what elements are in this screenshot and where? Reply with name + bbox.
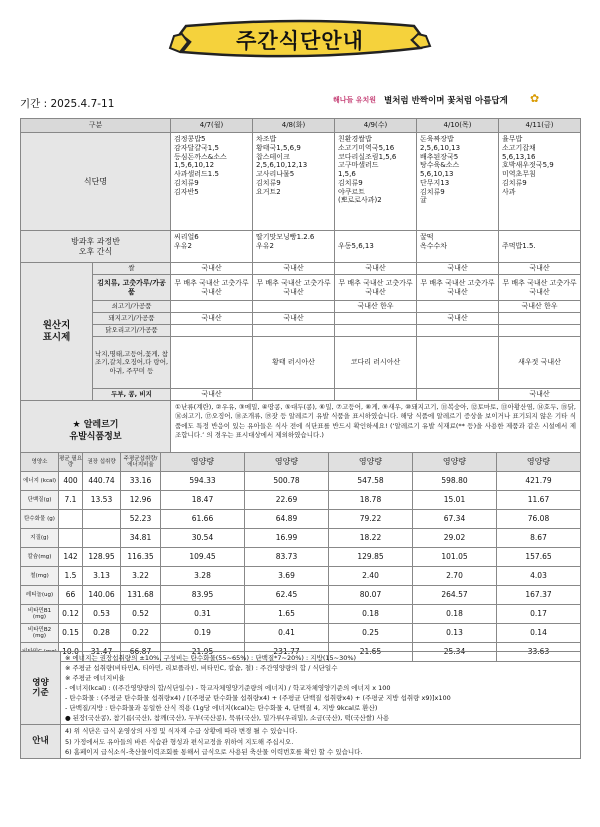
nutrient-day-value: 79.22 xyxy=(329,510,413,529)
origin-cell xyxy=(253,325,335,337)
origin-label: 두부, 콩, 비지 xyxy=(93,389,171,401)
nutrient-target: 0.22 xyxy=(121,624,161,643)
nutrient-day-value: 16.99 xyxy=(245,529,329,548)
nutrient-rec xyxy=(83,529,121,548)
nutrient-day-value: 157.65 xyxy=(497,548,581,567)
origin-label: 닭오리고기/가공품 xyxy=(93,325,171,337)
info-notes-row xyxy=(21,725,581,758)
origin-cell: 국내산 xyxy=(171,389,253,401)
dish-item: 김치류9 xyxy=(256,178,281,187)
nutrient-day-value: 83.95 xyxy=(161,586,245,605)
day-header: 4/8(화) xyxy=(253,119,335,133)
nutrient-day-value: 25.34 xyxy=(413,643,497,662)
nutrient-day-value: 18.22 xyxy=(329,529,413,548)
info-label: 안내 xyxy=(21,725,61,758)
snack-row xyxy=(21,231,581,263)
origin-cell xyxy=(499,325,581,337)
col-avg-header: 평균 필요량 xyxy=(59,453,83,472)
nutrient-row xyxy=(21,472,581,491)
nutrient-day-value: 64.89 xyxy=(245,510,329,529)
dish-item: 찹스테이크 xyxy=(256,152,290,161)
nutrient-day-value: 0.14 xyxy=(497,624,581,643)
nutrient-target: 116.35 xyxy=(121,548,161,567)
meal-cell xyxy=(253,133,335,231)
origin-cell: 무 배추 국내산 고춧가루국내산 xyxy=(335,275,417,301)
nutrient-day-value: 83.73 xyxy=(245,548,329,567)
nutrition-notes xyxy=(61,652,581,725)
col-rec-header: 권장 섭취량 xyxy=(83,453,121,472)
dish-item: 탕수육&소스 xyxy=(420,161,460,170)
snack-item: 주먹밥1.5. xyxy=(502,242,536,251)
nutrient-avg: 0.15 xyxy=(59,624,83,643)
nutrient-day-value: 2.40 xyxy=(329,567,413,586)
nutrient-target: 52.23 xyxy=(121,510,161,529)
dish-item: 감자달걀국1,5 xyxy=(174,143,219,152)
dish-item: 등심돈까스&소스 xyxy=(174,152,227,161)
dish-item: 김치류9 xyxy=(420,187,445,196)
nutrient-day-value: 11.67 xyxy=(497,491,581,510)
nutrient-avg xyxy=(59,529,83,548)
nutrient-day-value: 109.45 xyxy=(161,548,245,567)
nutrient-day-value: 62.45 xyxy=(245,586,329,605)
origin-cell: 황태 러시아산 xyxy=(253,337,335,389)
origin-cell xyxy=(417,337,499,389)
origin-label: 돼지고기/가공품 xyxy=(93,313,171,325)
nutrient-target: 34.81 xyxy=(121,529,161,548)
nutrient-name: 에너지 (kcal) xyxy=(21,472,59,491)
nutrient-day-value: 0.17 xyxy=(497,605,581,624)
origin-cell xyxy=(417,325,499,337)
title-banner xyxy=(168,12,432,68)
nutrient-avg: 66 xyxy=(59,586,83,605)
dish-item: 5,6,10,13 xyxy=(420,170,454,178)
period-text: 기간 : 2025.4.7-11 xyxy=(20,98,115,110)
nutrient-day-value: 33.63 xyxy=(497,643,581,662)
dish-item: 5,6,13,16 xyxy=(502,152,536,161)
dish-item: 소고기미역국5,16 xyxy=(338,143,395,152)
nutrient-target: 12.96 xyxy=(121,491,161,510)
dish-item: 1,5,6,10,12 xyxy=(174,161,215,170)
nutrient-day-value: 4.03 xyxy=(497,567,581,586)
nutrient-day-value: 0.25 xyxy=(329,624,413,643)
origin-group-label xyxy=(21,263,93,401)
origin-cell: 국내산 xyxy=(417,313,499,325)
nutrient-day-value: 0.19 xyxy=(161,624,245,643)
info-notes xyxy=(61,725,581,758)
origin-row-kimchi xyxy=(21,275,581,301)
origin-label: 쌀 xyxy=(93,263,171,275)
origin-cell xyxy=(171,325,253,337)
day-nutrient-header: 영양량 xyxy=(497,453,581,472)
dish-item: 1,5,6 xyxy=(338,170,356,178)
origin-cell xyxy=(335,389,417,401)
nutrient-target: 131.68 xyxy=(121,586,161,605)
nutrient-name: 철(mg) xyxy=(21,567,59,586)
flower-icon: ✿ xyxy=(530,92,540,105)
nutrient-rec: 3.13 xyxy=(83,567,121,586)
nutrient-target: 3.22 xyxy=(121,567,161,586)
nutrition-body xyxy=(21,472,581,662)
origin-cell: 무 배추 국내산 고춧가루국내산 xyxy=(417,275,499,301)
nutrient-name: 탄수화물 (g) xyxy=(21,510,59,529)
nutrient-day-value: 500.78 xyxy=(245,472,329,491)
nutrient-row xyxy=(21,567,581,586)
day-nutrient-header: 영양량 xyxy=(245,453,329,472)
origin-cell xyxy=(253,389,335,401)
origin-row-beef xyxy=(21,301,581,313)
dish-item: 고구마샐러드 xyxy=(338,161,379,170)
dish-item: 황태국1,5,6,9 xyxy=(256,143,301,152)
origin-cell: 국내산 xyxy=(171,263,253,275)
origin-cell xyxy=(171,337,253,389)
note-line: - 단백질/지방 : 탄수화물과 동일한 산식 적용 (1g당 에너지(kcal)는 탄수화물 4, 단백질 4, 지방 9kcal로 환산) xyxy=(65,704,378,713)
dish-item: 김치류9 xyxy=(174,178,199,187)
col-label-header: 영양소 xyxy=(21,453,59,472)
snack-cell xyxy=(499,231,581,263)
dish-item: 야쿠르트 xyxy=(338,187,366,196)
dish-item: 고사리나물5 xyxy=(256,170,295,178)
origin-cell: 무 배추 국내산 고춧가루국내산 xyxy=(171,275,253,301)
header-label: 구분 xyxy=(21,119,171,133)
dish-item: (뽀로로사과)2 xyxy=(338,196,382,205)
dish-item: 코다리실조림1,5,6 xyxy=(338,152,397,161)
origin-group-line: 원산지 xyxy=(42,319,71,331)
snack-item: 딸기맛모닝빵1.2.6 xyxy=(256,233,315,241)
info-line: 4) 위 식단은 급식 운영상의 사정 및 식자재 수급 상황에 따라 변경 될 수 있습니다. xyxy=(65,727,298,736)
meal-cell xyxy=(417,133,499,231)
allergy-label-line: ★ 알레르기 xyxy=(72,420,119,431)
nutrient-avg: 7.1 xyxy=(59,491,83,510)
nutrient-day-value: 3.28 xyxy=(161,567,245,586)
nutrient-row xyxy=(21,491,581,510)
nutrient-day-value: 3.69 xyxy=(245,567,329,586)
day-header: 4/11(금) xyxy=(499,119,581,133)
nutrient-row xyxy=(21,605,581,624)
menu-header-row xyxy=(21,119,581,133)
nutrient-row xyxy=(21,548,581,567)
day-nutrient-header: 영양량 xyxy=(329,453,413,472)
nutrient-row xyxy=(21,529,581,548)
origin-group-line: 표시제 xyxy=(42,331,71,343)
snack-item: 꿀떡 xyxy=(420,233,434,241)
nutrient-rec: 13.53 xyxy=(83,491,121,510)
nutrient-name: 칼슘(mg) xyxy=(21,548,59,567)
origin-cell: 국내산 xyxy=(499,263,581,275)
nutrient-day-value: 21.65 xyxy=(329,643,413,662)
origin-cell xyxy=(171,301,253,313)
origin-cell: 새우젓 국내산 xyxy=(499,337,581,389)
day-header: 4/7(월) xyxy=(171,119,253,133)
note-line: ※ 주평균 섭취량(비타민A, 티아민, 리보플라빈, 비타민C, 칼슘, 철) : 주간영양량의 합 / 식단일수 xyxy=(65,664,338,673)
origin-row-pork xyxy=(21,313,581,325)
nutrient-day-value: 21.95 xyxy=(161,643,245,662)
nutrient-avg: 1.5 xyxy=(59,567,83,586)
dish-item: 미역초무침 xyxy=(502,170,536,178)
snack-cell xyxy=(335,231,417,263)
origin-cell: 국내산 xyxy=(253,263,335,275)
note-line: ※ 주평균 에너지비율 xyxy=(65,674,125,683)
origin-cell: 국내산 xyxy=(417,263,499,275)
dish-item: 돈육짜장밥 xyxy=(420,135,454,143)
nutrient-day-value: 8.67 xyxy=(497,529,581,548)
nutrient-day-value: 30.54 xyxy=(161,529,245,548)
note-line: - 탄수화물 : (주평균 탄수화물 섭취량x4) / [(주평균 탄수화물 섭취량x4) + (주평균 단백질 섭취량x4) + (주평균 지방 섭취량 x9)]x100 xyxy=(65,694,451,703)
nutrient-rec: 31.47 xyxy=(83,643,121,662)
dish-item: 2,5,6,10,13 xyxy=(420,143,461,152)
page-title: 주간식단안내 xyxy=(236,29,364,53)
dish-item: 검정콩밥5 xyxy=(174,135,206,143)
nutrient-day-value: 2.70 xyxy=(413,567,497,586)
dish-item: 단무지13 xyxy=(420,178,450,187)
snack-cell xyxy=(253,231,335,263)
snack-label-line: 방과후 과정반 xyxy=(71,236,120,246)
school-name: 해나들 유치원 xyxy=(333,96,377,104)
nutrient-day-value: 0.18 xyxy=(413,605,497,624)
nutrition-header-row xyxy=(21,453,581,472)
dish-item: 김치류9 xyxy=(502,178,527,187)
dish-item: 배추된장국5 xyxy=(420,152,459,161)
nutrient-name: 비타민B1 (mg) xyxy=(21,605,59,624)
info-line: 6) 홈페이지 급식소식-축산물이력조회를 통해서 급식으로 사용된 축산물 이력번호를 확인 할 수 있습니다. xyxy=(65,747,363,756)
day-nutrient-header: 영양량 xyxy=(413,453,497,472)
nutrient-rec xyxy=(83,510,121,529)
nutrient-day-value: 80.07 xyxy=(329,586,413,605)
nutrient-day-value: 1.65 xyxy=(245,605,329,624)
snack-cell xyxy=(417,231,499,263)
nutrient-day-value: 421.79 xyxy=(497,472,581,491)
dish-item: 호박새우젓국5,9 xyxy=(502,161,554,170)
nutrient-day-value: 129.85 xyxy=(329,548,413,567)
origin-cell: 국내산 xyxy=(499,389,581,401)
nutrient-day-value: 0.31 xyxy=(161,605,245,624)
nutrient-name: 레티놀(ug) xyxy=(21,586,59,605)
nutrient-target: 66.87 xyxy=(121,643,161,662)
nutrition-table xyxy=(20,452,581,662)
origin-row-tofu xyxy=(21,389,581,401)
info-line: 5) 가정에서도 유아들의 바른 식습관 형성과 편식교정을 위하여 지도해 주십시오. xyxy=(65,737,294,746)
nutrient-day-value: 18.47 xyxy=(161,491,245,510)
nutrient-day-value: 15.01 xyxy=(413,491,497,510)
nutrient-day-value: 264.57 xyxy=(413,586,497,605)
meal-cell xyxy=(171,133,253,231)
origin-label: 김치류, 고춧가루/가공품 xyxy=(93,275,171,301)
nutrient-day-value: 76.08 xyxy=(497,510,581,529)
nutrient-day-value: 22.69 xyxy=(245,491,329,510)
dish-item: 2,5,6,10,12,13 xyxy=(256,161,308,170)
origin-cell: 코다리 러시아산 xyxy=(335,337,417,389)
nutrition-standard-line: 기준 xyxy=(32,688,49,699)
origin-cell: 국내산 xyxy=(171,313,253,325)
notes-table xyxy=(20,651,581,759)
origin-row-chicken xyxy=(21,325,581,337)
nutrient-avg xyxy=(59,510,83,529)
origin-row-seafood xyxy=(21,337,581,389)
snack-item: 우유2 xyxy=(256,241,274,250)
nutrient-rec: 128.95 xyxy=(83,548,121,567)
origin-cell: 국내산 한우 xyxy=(499,301,581,313)
nutrient-day-value: 101.05 xyxy=(413,548,497,567)
dish-item: 친환경쌀밥 xyxy=(338,135,372,143)
nutrient-day-value: 0.41 xyxy=(245,624,329,643)
day-header: 4/10(목) xyxy=(417,119,499,133)
origin-label: 낙지,명태,고등어,꽃게, 참조기,갈치,오징어,다 랑어,아귀, 주꾸미 등 xyxy=(93,337,171,389)
snack-cell xyxy=(171,231,253,263)
snack-item: 옥수수차 xyxy=(420,241,448,250)
origin-cell xyxy=(335,325,417,337)
dish-item: 율무밥 xyxy=(502,135,523,143)
nutrient-target: 33.16 xyxy=(121,472,161,491)
origin-cell: 국내산 한우 xyxy=(335,301,417,313)
nutrient-name: 비타민B2 (mg) xyxy=(21,624,59,643)
snack-item: 씨리얼6 xyxy=(174,233,199,241)
nutrient-target: 0.52 xyxy=(121,605,161,624)
nutrient-day-value: 598.80 xyxy=(413,472,497,491)
nutrient-day-value: 67.34 xyxy=(413,510,497,529)
snack-item: 우유2 xyxy=(174,241,192,250)
dish-item: 김자반5 xyxy=(174,187,199,196)
origin-row-rice xyxy=(21,263,581,275)
meal-row xyxy=(21,133,581,231)
nutrient-row xyxy=(21,624,581,643)
nutrient-day-value: 167.37 xyxy=(497,586,581,605)
slogan-text: 별처럼 반짝이며 꽃처럼 아름답게 xyxy=(384,96,508,106)
origin-label: 쇠고기/가공품 xyxy=(93,301,171,313)
origin-cell xyxy=(253,301,335,313)
nutrient-day-value: 547.58 xyxy=(329,472,413,491)
origin-cell xyxy=(335,313,417,325)
dish-item: 귤 xyxy=(420,196,427,205)
dish-item: 차조밥 xyxy=(256,135,277,143)
allergy-label-line: 유발식품정보 xyxy=(69,431,122,442)
note-line: ● 된장(국산콩), 참기름(국산), 참깨(국산), 두부(국산콩), 묵류(국산), 밀가루(우리밀), 소금(국산), 떡(국산쌀) 사용 xyxy=(65,714,390,723)
nutrient-avg: 400 xyxy=(59,472,83,491)
nutrient-day-value: 231.77 xyxy=(245,643,329,662)
day-nutrient-header: 영양량 xyxy=(161,453,245,472)
dish-item: 사과샐러드1.5 xyxy=(174,170,219,178)
nutrient-rec: 0.53 xyxy=(83,605,121,624)
snack-item: 우동5,6,13 xyxy=(338,242,374,251)
dish-item: 김치류9 xyxy=(338,178,363,187)
origin-cell: 무 배추 국내산 고춧가루국내산 xyxy=(253,275,335,301)
snack-label-line: 오후 간식 xyxy=(78,246,113,256)
col-target-header: 주평균섭취량/ 에너지비율 xyxy=(121,453,161,472)
origin-cell: 국내산 xyxy=(253,313,335,325)
nutrient-row xyxy=(21,510,581,529)
nutrient-avg: 142 xyxy=(59,548,83,567)
origin-cell xyxy=(417,301,499,313)
nutrient-name: 지질(g) xyxy=(21,529,59,548)
snack-label xyxy=(21,231,171,263)
nutrient-day-value: 0.18 xyxy=(329,605,413,624)
nutrient-day-value: 61.66 xyxy=(161,510,245,529)
nutrient-day-value: 29.02 xyxy=(413,529,497,548)
meal-cell xyxy=(335,133,417,231)
nutrient-name: 단백질(g) xyxy=(21,491,59,510)
nutrient-day-value: 18.78 xyxy=(329,491,413,510)
nutrition-standard-line: 영양 xyxy=(32,677,49,688)
origin-cell: 무 배추 국내산 고춧가루국내산 xyxy=(499,275,581,301)
nutrient-row xyxy=(21,586,581,605)
note-line: ※ 에너지는 권장섭취량의 ±10%, 구성비는 탄수화물(55~65%) : 단백질*7~20%) : 지방(15~30%) xyxy=(65,654,357,662)
menu-table xyxy=(20,118,581,463)
note-line: - 에너지(kcal) : ((주간영양량의 합/식단일수) - 학교자체영양기준량의 에너지) / 학교자체영양기준의 에너지 x 100 xyxy=(65,684,391,693)
dish-item: 요거트2 xyxy=(256,187,281,196)
allergy-text: ①난류(계란), ②우유, ③메밀, ④땅콩, ⑤대두(콩), ⑥밀, ⑦고등어, ⑧게, ⑨새우, ⑩돼지고기, ⑪복숭아, ⑫토마토, ⑬아황산염, ⑭호두, ⑮닭, ⑯쇠고기, ⑰오징어, ⑱조개류, ⑲잣 등 알레르기 유발 식품을 표시하였습니다. 해당 식품에 알레르기 증상을 보이거나 표기되지 않은 기타 식품에도 특정 반응이 있는 유아들은 식사 전에 식단표를 반드시 확인하세요! (‘알레르기 유발 식재료(** 등)을 사용한 제품과 같은 시설에서 제조합니다.’ 의 경우는 표시대상에서 제외하였습니다.) xyxy=(171,401,581,463)
day-header: 4/9(수) xyxy=(335,119,417,133)
nutrition-standard-label xyxy=(21,652,61,725)
nutrient-day-value: 594.33 xyxy=(161,472,245,491)
origin-cell xyxy=(499,313,581,325)
meal-cell xyxy=(499,133,581,231)
nutrient-rec: 440.74 xyxy=(83,472,121,491)
dish-item: 사과 xyxy=(502,187,516,196)
origin-cell: 국내산 xyxy=(335,263,417,275)
origin-cell xyxy=(417,389,499,401)
nutrient-day-value: 0.13 xyxy=(413,624,497,643)
nutrient-avg: 0.12 xyxy=(59,605,83,624)
dish-item: 소고기잡채 xyxy=(502,143,536,152)
nutrient-avg: 10.0 xyxy=(59,643,83,662)
nutrient-rec: 140.06 xyxy=(83,586,121,605)
nutrition-notes-row xyxy=(21,652,581,725)
nutrient-rec: 0.28 xyxy=(83,624,121,643)
meal-label: 식단명 xyxy=(21,133,171,231)
